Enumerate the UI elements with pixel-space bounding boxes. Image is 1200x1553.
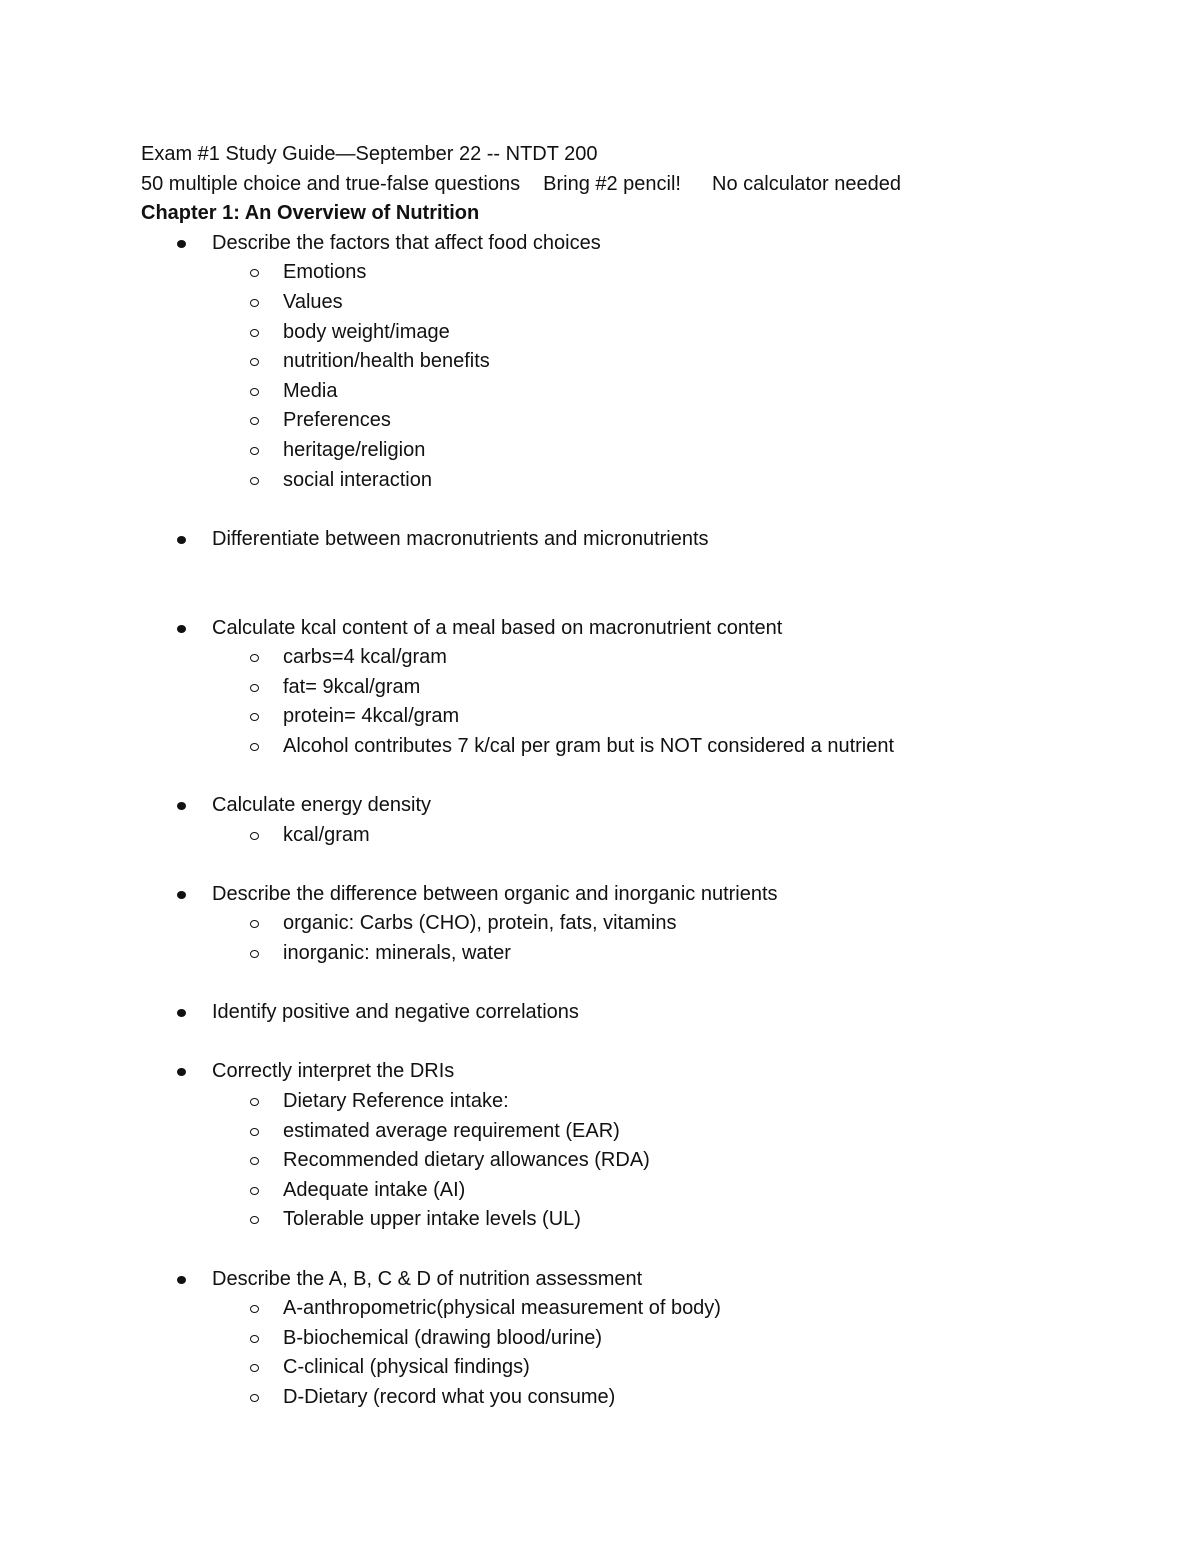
topic-item <box>141 998 1141 1057</box>
hollow-bullet-icon <box>250 1098 259 1106</box>
spacer <box>212 1235 1141 1265</box>
subtopic-text: protein= 4kcal/gram <box>283 705 460 728</box>
hollow-bullet-icon <box>250 1335 259 1343</box>
subtopic-list <box>212 258 1141 495</box>
topic-text: Describe the A, B, C & D of nutrition assessment <box>212 1267 643 1290</box>
subtopic-item <box>212 1383 1141 1413</box>
subtopic-text: kcal/gram <box>283 823 370 846</box>
hollow-bullet-icon <box>250 1364 259 1372</box>
subtopic-list <box>212 643 1141 761</box>
subtopic-item <box>212 821 1141 851</box>
subtopic-text: Values <box>283 290 343 313</box>
hollow-bullet-icon <box>250 743 259 751</box>
subtopic-item <box>212 1176 1141 1206</box>
topic-list <box>141 229 1141 1413</box>
hollow-bullet-icon <box>250 358 259 366</box>
subtopic-item <box>212 939 1141 969</box>
subtopic-item <box>212 1324 1141 1354</box>
hollow-bullet-icon <box>250 654 259 662</box>
bullet-icon <box>177 1276 186 1284</box>
topic-text: Describe the difference between organic and inorganic nutrients <box>212 882 778 905</box>
hollow-bullet-icon <box>250 388 259 396</box>
subtopic-item <box>212 1087 1141 1117</box>
subtopic-item <box>212 288 1141 318</box>
pencil-note: Bring #2 pencil! <box>543 172 681 195</box>
subtopic-item <box>212 702 1141 732</box>
bullet-icon <box>177 891 186 899</box>
subtopic-text: body weight/image <box>283 320 450 343</box>
subtopic-text: nutrition/health benefits <box>283 350 490 373</box>
hollow-bullet-icon <box>250 477 259 485</box>
document-title: Exam #1 Study Guide—September 22 -- NTDT 200 <box>141 143 598 165</box>
subtopic-item <box>212 347 1141 377</box>
hollow-bullet-icon <box>250 684 259 692</box>
subtopic-list <box>212 909 1141 968</box>
bullet-icon <box>177 1009 186 1017</box>
subtopic-text: organic: Carbs (CHO), protein, fats, vitamins <box>283 912 677 935</box>
hollow-bullet-icon <box>250 1394 259 1402</box>
subtopic-text: D-Dietary (record what you consume) <box>283 1385 616 1408</box>
topic-text: Calculate energy density <box>212 794 432 817</box>
subtopic-text: C-clinical (physical findings) <box>283 1356 530 1379</box>
hollow-bullet-icon <box>250 1157 259 1165</box>
subtopic-text: Emotions <box>283 261 367 284</box>
subtopic-item <box>212 1146 1141 1176</box>
subtopic-text: carbs=4 kcal/gram <box>283 646 447 669</box>
document-page <box>141 140 1141 1413</box>
hollow-bullet-icon <box>250 1216 259 1224</box>
topic-item <box>141 791 1141 880</box>
hollow-bullet-icon <box>250 1128 259 1136</box>
topic-item <box>141 614 1141 792</box>
topic-item <box>141 1265 1141 1413</box>
hollow-bullet-icon <box>250 329 259 337</box>
calculator-note: No calculator needed <box>712 172 902 195</box>
bullet-icon <box>177 536 186 544</box>
spacer <box>212 1028 1141 1058</box>
topic-text: Describe the factors that affect food choices <box>212 231 601 254</box>
subtopic-text: Alcohol contributes 7 k/cal per gram but is NOT considered a nutrient <box>283 734 895 757</box>
subtopic-text: Adequate intake (AI) <box>283 1178 466 1201</box>
subtopic-item <box>212 1294 1141 1324</box>
topic-item <box>141 880 1141 998</box>
subtopic-text: Dietary Reference intake: <box>283 1090 509 1112</box>
hollow-bullet-icon <box>250 1305 259 1313</box>
bullet-icon <box>177 240 186 248</box>
subtopic-text: inorganic: minerals, water <box>283 942 511 965</box>
hollow-bullet-icon <box>250 299 259 307</box>
hollow-bullet-icon <box>250 950 259 958</box>
subtopic-text: social interaction <box>283 468 432 491</box>
hollow-bullet-icon <box>250 447 259 455</box>
subtopic-list <box>212 1294 1141 1412</box>
subtopic-item <box>212 1205 1141 1235</box>
chapter-heading: Chapter 1: An Overview of Nutrition <box>141 202 480 225</box>
topic-item <box>141 229 1141 525</box>
subtopic-item <box>212 406 1141 436</box>
hollow-bullet-icon <box>250 417 259 425</box>
bullet-icon <box>177 802 186 810</box>
hollow-bullet-icon <box>250 1187 259 1195</box>
subtopic-list <box>212 1087 1141 1235</box>
hollow-bullet-icon <box>250 832 259 840</box>
topic-item <box>141 525 1141 614</box>
subtopic-item <box>212 1117 1141 1147</box>
subtopic-text: estimated average requirement (EAR) <box>283 1119 620 1142</box>
spacer <box>212 969 1141 999</box>
topic-text: Differentiate between macronutrients and micronutrients <box>212 527 709 550</box>
subtopic-text: Recommended dietary allowances (RDA) <box>283 1149 650 1172</box>
topic-text: Identify positive and negative correlations <box>212 1001 579 1024</box>
subtopic-item <box>212 673 1141 703</box>
subtopic-item <box>212 466 1141 496</box>
spacer <box>212 554 1141 584</box>
subtopic-item <box>212 909 1141 939</box>
spacer <box>212 761 1141 791</box>
topic-text: Calculate kcal content of a meal based on macronutrient content <box>212 616 783 639</box>
spacer <box>212 495 1141 525</box>
hollow-bullet-icon <box>250 713 259 721</box>
subtopic-text: fat= 9kcal/gram <box>283 675 421 698</box>
spacer <box>212 584 1141 614</box>
subtopic-item <box>212 436 1141 466</box>
bullet-icon <box>177 625 186 633</box>
hollow-bullet-icon <box>250 269 259 277</box>
subtopic-list <box>212 821 1141 851</box>
subtopic-item <box>212 258 1141 288</box>
topic-text: Correctly interpret the DRIs <box>212 1060 455 1083</box>
bullet-icon <box>177 1068 186 1076</box>
subtopic-text: B-biochemical (drawing blood/urine) <box>283 1326 603 1349</box>
hollow-bullet-icon <box>250 920 259 928</box>
subtopic-text: A-anthropometric(physical measurement of body) <box>283 1297 721 1320</box>
subtopic-item <box>212 377 1141 407</box>
subtopic-text: heritage/religion <box>283 438 426 461</box>
subtopic-item <box>212 643 1141 673</box>
subtopic-text: Preferences <box>283 409 391 432</box>
topic-item <box>141 1057 1141 1264</box>
subtopic-text: Media <box>283 379 338 402</box>
subtopic-item <box>212 732 1141 762</box>
spacer <box>212 850 1141 880</box>
exam-format-text: 50 multiple choice and true-false questions <box>141 172 521 195</box>
subtopic-item <box>212 1353 1141 1383</box>
subtopic-item <box>212 318 1141 348</box>
exam-info-line <box>141 170 1141 200</box>
subtopic-text: Tolerable upper intake levels (UL) <box>283 1208 581 1231</box>
